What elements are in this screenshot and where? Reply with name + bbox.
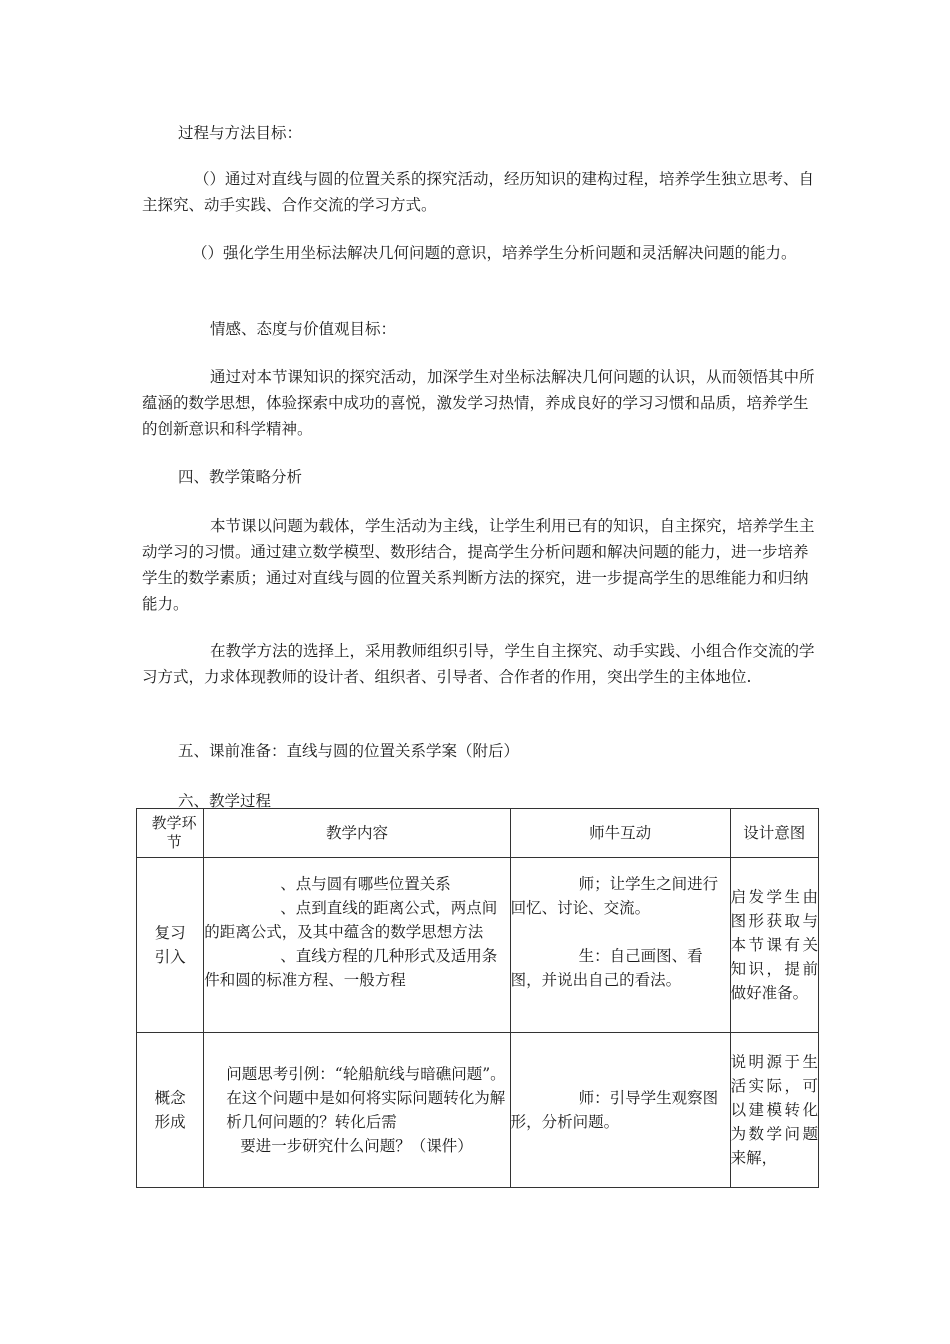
header-intent: 设计意图 bbox=[730, 809, 818, 858]
para-strategy-2: 在教学方法的选择上，采用教师组织引导，学生自主探究、动手实践、小组合作交流的学习方式，力求体现教师的设计者、组织者、引导者、合作者的作用，突出学生的主体地位. bbox=[142, 642, 815, 686]
stage-cell: 概念形成 bbox=[137, 1033, 204, 1188]
section-heading-strategy: 四、教学策略分析 bbox=[178, 468, 303, 486]
content-cell: 问题思考引例：“轮船航线与暗礁问题”。在这个问题中是如何将实际问题转化为解析几何问题的？转化后需 要进一步研究什么问题？（课件） bbox=[204, 1033, 510, 1188]
intent-cell: 启发学生由图形获取与本节课有关知识，提前做好准备。 bbox=[730, 858, 818, 1033]
teaching-process-table bbox=[136, 808, 819, 1188]
para-process-goal-1: （）通过对直线与圆的位置关系的探究活动，经历知识的建构过程，培养学生独立思考、自主探究、动手实践、合作交流的学习方式。 bbox=[142, 170, 815, 214]
table-header-row bbox=[137, 809, 819, 858]
table-row bbox=[137, 1033, 819, 1188]
content-cell: 、点与圆有哪些位置关系 、点到直线的距离公式，两点间的距离公式，及其中蕴含的数学思想方法 、直线方程的几种形式及适用条件和圆的标准方程、一般方程 bbox=[204, 858, 510, 1033]
header-stage: 教学环节 bbox=[137, 809, 204, 858]
para-emotion-goals-heading: 情感、态度与价值观目标： bbox=[210, 320, 397, 338]
header-interaction: 师牛互动 bbox=[510, 809, 730, 858]
interaction-cell: 师：引导学生观察图形，分析问题。 bbox=[510, 1033, 730, 1188]
intent-cell: 说明源于生活实际，可以建模转化为数学问题来解， bbox=[730, 1033, 818, 1188]
stage-cell: 复习引入 bbox=[137, 858, 204, 1033]
section-heading-process: 六、教学过程 bbox=[178, 792, 272, 810]
para-process-goals-heading: 过程与方法目标： bbox=[178, 124, 303, 142]
table-row bbox=[137, 858, 819, 1033]
interaction-cell: 师；让学生之间进行回忆、讨论、交流。 生：自己画图、看图，并说出自己的看法。 bbox=[510, 858, 730, 1033]
header-content: 教学内容 bbox=[204, 809, 510, 858]
section-heading-preparation: 五、课前准备：直线与圆的位置关系学案（附后） bbox=[178, 742, 520, 760]
para-process-goal-2: （）强化学生用坐标法解决几何问题的意识，培养学生分析问题和灵活解决问题的能力。 bbox=[192, 244, 797, 262]
para-emotion-goals: 通过对本节课知识的探究活动，加深学生对坐标法解决几何问题的认识，从而领悟其中所蕴涵的数学思想，体验探索中成功的喜悦，激发学习热情，养成良好的学习习惯和品质，培养学生的创新意识和科学精神。 bbox=[142, 368, 815, 438]
para-strategy-1: 本节课以问题为载体，学生活动为主线，让学生利用已有的知识，自主探究，培养学生主动学习的习惯。通过建立数学模型、数形结合，提高学生分析问题和解决问题的能力，进一步培养学生的数学素质；通过对直线与圆的位置关系判断方法的探究，进一步提高学生的思维能力和归纳能力。 bbox=[142, 517, 815, 613]
